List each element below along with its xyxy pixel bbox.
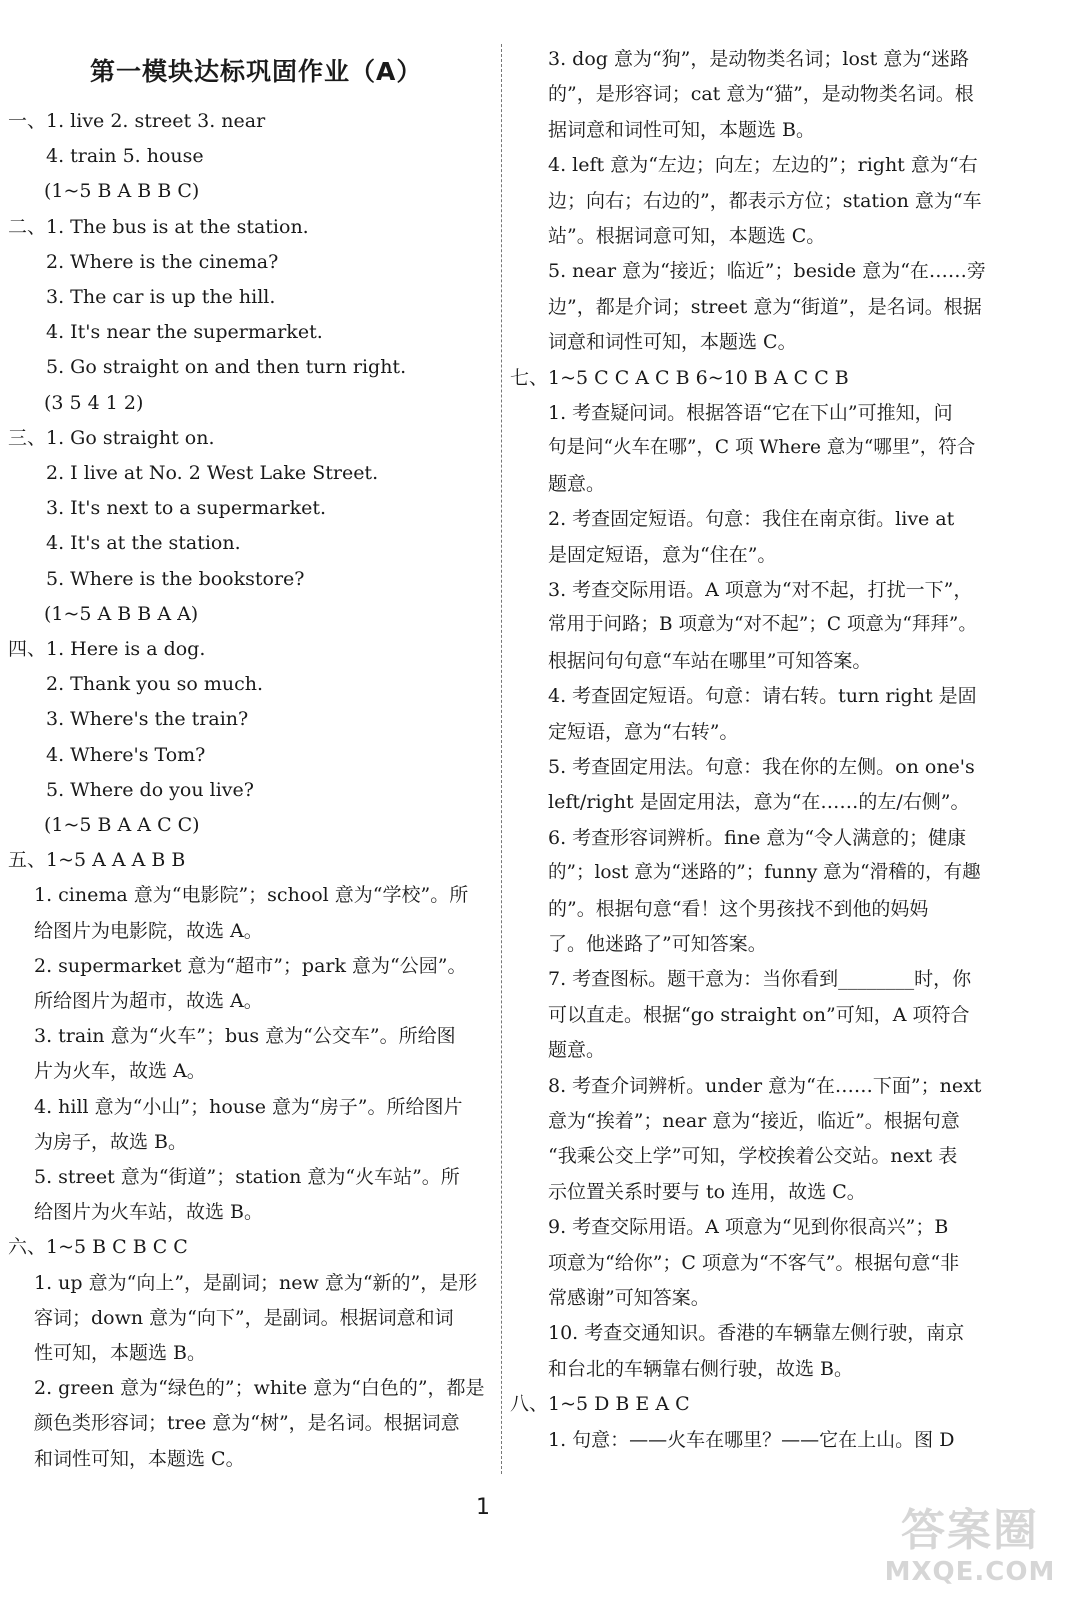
answer-line: 的”；lost 意为“迷路的”；funny 意为“滑稽的，有趣 — [548, 862, 981, 884]
answer-line: 3. It's next to a supermarket. — [46, 497, 327, 520]
watermark-logo — [880, 1505, 1060, 1595]
answer-line: 题意。 — [548, 472, 606, 495]
answer-line: 3. 考查交际用语。A 项意为“对不起，打扰一下”， — [548, 579, 973, 601]
answer-line: 题意。 — [548, 1039, 606, 1062]
page-title: 第一模块达标巩固作业（A） — [90, 57, 423, 86]
answer-line: 7. 考查图标。题干意为：当你看到________时，你 — [548, 968, 972, 991]
answer-line: 4. 考查固定短语。句意：请右转。turn right 是固 — [548, 685, 977, 708]
answer-line: 给图片为电影院，故选 A。 — [34, 919, 263, 942]
column-divider — [501, 44, 502, 1474]
answer-line: 二、1. The bus is at the station. — [8, 215, 309, 238]
answer-line: 5. 考查固定用法。句意：我在你的左侧。on one's — [548, 756, 975, 778]
answer-line: 的”，是形容词；cat 意为“猫”，是动物类名词。根 — [548, 83, 974, 106]
answer-line: 站”。根据词意可知，本题选 C。 — [548, 225, 826, 247]
answer-line: 容词；down 意为“向下”，是副词。根据词意和词 — [34, 1306, 454, 1329]
answer-line: 4. It's at the station. — [46, 532, 241, 555]
answer-line: 一、1. live 2. street 3. near — [8, 110, 266, 132]
answer-line: (1~5 A B B A A) — [44, 602, 199, 625]
answer-line: “我乘公交上学”可知，学校挨着公交站。next 表 — [548, 1145, 958, 1168]
answer-line: 1. 句意：——火车在哪里？——它在上山。图 D — [548, 1428, 955, 1451]
answer-line: 9. 考查交际用语。A 项意为“见到你很高兴”；B — [548, 1216, 949, 1239]
answer-line: 5. Where is the bookstore? — [46, 567, 305, 590]
answer-line: 据词意和词性可知，本题选 B。 — [548, 118, 816, 141]
answer-line: 10. 考查交通知识。香港的车辆靠左侧行驶，南京 — [548, 1322, 965, 1345]
answer-line: 项意为“给你”；C 项意为“不客气”。根据句意“非 — [548, 1251, 960, 1274]
answer-line: 5. Where do you live? — [46, 778, 254, 801]
answer-line: 3. dog 意为“狗”，是动物类名词；lost 意为“迷路 — [548, 48, 970, 70]
answer-line: (1~5 B A B B C) — [44, 180, 200, 203]
answer-line: 1. 考查疑问词。根据答语“它在下山”可推知，问 — [548, 402, 953, 424]
answer-line: 8. 考查介词辨析。under 意为“在……下面”；next — [548, 1074, 982, 1097]
watermark-bottom-text: MXQE.COM — [884, 1557, 1056, 1587]
answer-line: 5. street 意为“街道”；station 意为“火车站”。所 — [34, 1166, 460, 1188]
answer-line: 片为火车，故选 A。 — [34, 1060, 206, 1083]
answer-line: 可以直走。根据“go straight on”可知，A 项符合 — [548, 1003, 970, 1026]
answer-line: 根据问句句意“车站在哪里”可知答案。 — [548, 649, 872, 672]
answer-line: 边；向右；右边的”，都表示方位；station 意为“车 — [548, 189, 982, 212]
answer-line: 性可知，本题选 B。 — [34, 1342, 207, 1364]
answer-line: 八、1~5 D B E A C — [510, 1393, 690, 1416]
answer-line: 边”，都是介词；street 意为“街道”，是名词。根据 — [548, 295, 982, 318]
answer-line: 四、1. Here is a dog. — [8, 638, 206, 660]
answer-line: 常感谢”可知答案。 — [548, 1287, 710, 1309]
answer-line: 1. up 意为“向上”，是副词；new 意为“新的”，是形 — [34, 1271, 478, 1294]
answer-line: 2. Where is the cinema? — [46, 250, 279, 273]
answer-line: 三、1. Go straight on. — [8, 426, 215, 449]
answer-line: (3 5 4 1 2) — [44, 391, 144, 414]
answer-line: 句是问“火车在哪”，C 项 Where 意为“哪里”，符合 — [548, 437, 976, 459]
answer-line: 给图片为火车站，故选 B。 — [34, 1201, 264, 1224]
answer-line: 2. green 意为“绿色的”；white 意为“白色的”，都是 — [34, 1377, 485, 1400]
answer-line: left/right 是固定用法，意为“在……的左/右侧”。 — [548, 791, 970, 814]
answer-line: 3. The car is up the hill. — [46, 286, 276, 308]
answer-line: 6. 考查形容词辨析。fine 意为“令人满意的；健康 — [548, 826, 967, 849]
page-number: 1 — [476, 1495, 490, 1520]
answer-line: 所给图片为超市，故选 A。 — [34, 990, 263, 1012]
answer-line: 和词性可知，本题选 C。 — [34, 1447, 245, 1470]
answer-line: 词意和词性可知，本题选 C。 — [548, 331, 797, 354]
answer-line: 和台北的车辆靠右侧行驶，故选 B。 — [548, 1357, 854, 1380]
answer-line: 3. Where's the train? — [46, 708, 249, 731]
answer-line: 是固定短语，意为“住在”。 — [548, 543, 777, 566]
answer-line: 了。他迷路了”可知答案。 — [548, 933, 767, 955]
answer-line: 2. supermarket 意为“超市”；park 意为“公园”。 — [34, 954, 467, 977]
answer-line: 意为“挨着”；near 意为“接近，临近”。根据句意 — [548, 1110, 960, 1132]
answer-line: 4. It's near the supermarket. — [46, 321, 323, 344]
answer-line: 4. train 5. house — [46, 145, 204, 168]
answer-line: 七、1~5 C C A C B 6~10 B A C C B — [510, 366, 849, 389]
answer-line: 4. hill 意为“小山”；house 意为“房子”。所给图片 — [34, 1095, 463, 1118]
answer-line: 常用于问路；B 项意为“对不起”；C 项意为“拜拜”。 — [548, 614, 977, 636]
answer-line: 5. near 意为“接近；临近”；beside 意为“在……旁 — [548, 260, 986, 283]
answer-line: 2. I live at No. 2 West Lake Street. — [46, 462, 379, 484]
answer-line: 为房子，故选 B。 — [34, 1130, 188, 1153]
answer-line: 六、1~5 B C B C C — [8, 1236, 188, 1259]
answer-line: 4. left 意为“左边；向左；左边的”；right 意为“右 — [548, 154, 978, 177]
watermark-top-text: 答案圈 — [901, 1505, 1039, 1556]
answer-line: 五、1~5 A A A B B — [8, 849, 186, 872]
answer-line: 4. Where's Tom? — [46, 743, 206, 766]
answer-line: 5. Go straight on and then turn right. — [46, 356, 407, 379]
answer-line: 3. train 意为“火车”；bus 意为“公交车”。所给图 — [34, 1025, 456, 1048]
answer-line: 的”。根据句意“看！这个男孩找不到他的妈妈 — [548, 897, 929, 920]
answer-line: 示位置关系时要与 to 连用，故选 C。 — [548, 1180, 866, 1203]
answer-line: 颜色类形容词；tree 意为“树”，是名词。根据词意 — [34, 1412, 460, 1435]
answer-line: (1~5 B A A C C) — [44, 814, 200, 836]
answer-line: 1. cinema 意为“电影院”；school 意为“学校”。所 — [34, 884, 469, 907]
answer-line: 2. 考查固定短语。句意：我住在南京街。live at — [548, 508, 955, 531]
answer-line: 2. Thank you so much. — [46, 673, 264, 696]
answer-line: 定短语，意为“右转”。 — [548, 720, 739, 743]
